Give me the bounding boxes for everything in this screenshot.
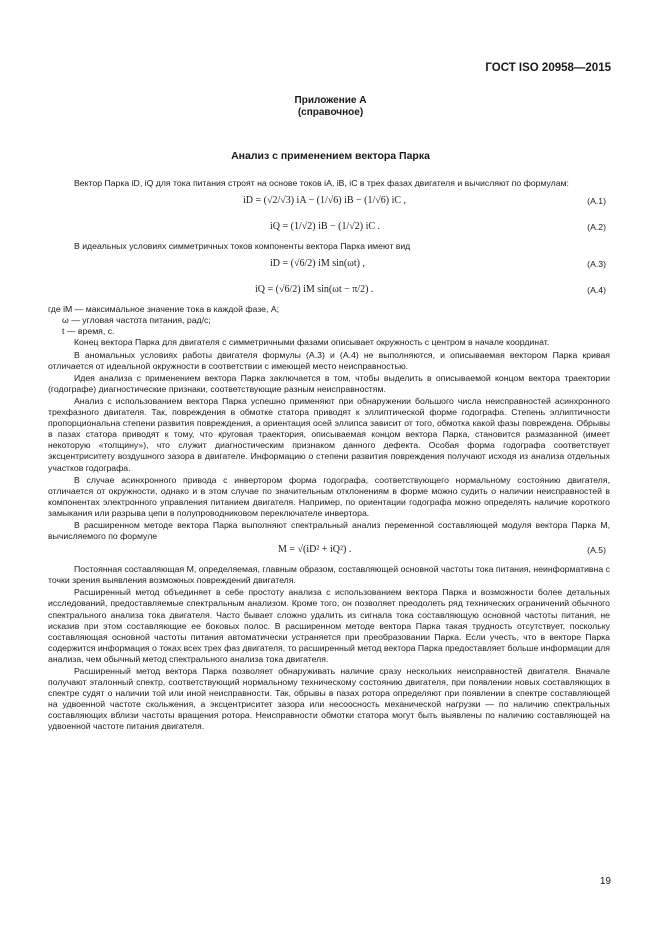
equation-a4-number: (А.4)	[587, 285, 606, 296]
equation-a5-number: (А.5)	[587, 545, 606, 556]
paragraph: В случае асинхронного привода с инвертором форма годографа, соответствующего нормальному состоянию двигателя, отличается от окружности, однако и в этом случае по значительным отклонениям в форме можно судить о наличии неисправностей в компонентах электронного управления питанием двигателя. Например, по ориентации годографа можно определять наличие короткого замыкания или разрыва цепи в полупроводниковом переключателе инвертора.	[48, 474, 610, 518]
equation-a1-formula: iD = (√2/√3) iA − (1/√6) iB − (1/√6) iC ,	[243, 195, 407, 207]
appendix-title: Приложение А	[294, 95, 367, 106]
equation-a2-number: (А.2)	[587, 222, 606, 233]
equation-a2-formula: iQ = (1/√2) iB − (1/√2) iC .	[270, 221, 381, 233]
paragraph: В аномальных условиях работы двигателя формулы (А.3) и (А.4) не выполняются, и описываемая вектором Парка кривая отличается от идеальной окружности в соответствии с имеющей место неисправностью.	[48, 349, 610, 371]
equation-a1-number: (А.1)	[587, 196, 606, 207]
paragraph: В расширенном методе вектора Парка выполняют спектральный анализ переменной составляющей модуля вектора Парка M, вычисляемого по формуле	[48, 519, 610, 542]
where-item: ω — угловая частота питания, рад/с;	[62, 315, 211, 326]
section-title: Анализ с применением вектора Парка	[231, 150, 430, 162]
paragraph: Расширенный метод объединяет в себе простоту анализа с использованием вектора Парка и возможности более детальных исследований, предоставляемые спектральным анализом. Кроме того, он позволяет преодолеть ряд технических ограничений обычного спектрального анализа тока двигателя. Часто бывает сложно удалить из сигнала тока составляющую основной частоты питания, не исказив при этом составляющие ее боковых полос. В расширенном методе вектора Парка такая трудность отсутствует, поскольку составляющая основной частоты питания автоматически устраняется при преобразовании Парка. Если учесть, что в векторе Парка содержится информация о токах всех трех фаз двигателя, то расширенный метод вектора Парка предоставляет больше информации для анализа, чем обычный метод спектрального анализа тока двигателя.	[48, 587, 610, 664]
equation-a3-formula: iD = (√6/2) iM sin(ωt) ,	[270, 258, 365, 270]
document-body	[48, 178, 610, 734]
paragraph: Идея анализа с применением вектора Парка заключается в том, чтобы выделить в описываемой концом вектора траектории (годографе) диагностические признаки, соответствующие разным неисправностям.	[48, 372, 610, 394]
paragraph: Постоянная составляющая M, определяемая, главным образом, составляющей основной частоты тока питания, неинформативна с точки зрения выявления возможных повреждений двигателя.	[48, 564, 610, 586]
equation-a3	[48, 252, 610, 278]
paragraph: Конец вектора Парка для двигателя с симметричными фазами описывает окружность с центром в начале координат.	[74, 337, 550, 348]
equation-a1	[48, 189, 610, 215]
appendix-heading	[0, 95, 661, 119]
equation-a4	[48, 278, 610, 304]
where-list	[48, 304, 610, 337]
equation-a2	[48, 215, 610, 241]
paragraph: Анализ с использованием вектора Парка успешно применяют при обнаружении большого числа неисправностей асинхронного трехфазного двигателя. Так, повреждения в обмотке статора приводят к эллиптической форме годографа. Степень эллиптичности пропорциональна степени развития повреждения, а ориентация осей эллипса зависит от того, обмотка какой фазы повреждена. Обрывы в пазах статора приводят к тому, что круговая траектория, описываемая концом вектора Парка, становится размазанной (имеет некоторую «толщину»), что служит диагностическим признаком данного дефекта. Особая форма годографа соответствует эксцентриситету воздушного зазора в двигателе. Информацию о степени развития повреждения получают исходя из анализа отдельных участков годографа.	[48, 395, 610, 473]
equation-a3-number: (А.3)	[587, 259, 606, 270]
where-item: t — время, с.	[62, 326, 115, 337]
appendix-note: (справочное)	[297, 107, 364, 118]
page-number: 19	[599, 876, 611, 887]
intro-paragraph: Вектор Парка iD, iQ для тока питания строят на основе токов iA, iB, iC в трех фазах двигателя и вычисляют по формулам:	[74, 178, 569, 188]
equation-a5-formula: M = √(iD² + iQ²) .	[278, 544, 352, 556]
equation-a4-formula: iQ = (√6/2) iM sin(ωt − π/2) .	[255, 284, 374, 296]
paragraph: Расширенный метод вектора Парка позволяет обнаруживать наличие сразу нескольких неисправностей двигателя. Вначале получают эталонный спектр, соответствующий нормальному техническому состоянию двигателя, при появлении новых составляющих в спектре судят о наличии той или иной неисправности. Так, обрывы в пазах ротора определяют при появлении в спектре составляющей на удвоенной частоте скольжения, а эксцентриситет зазора или несоосность механической нагрузки — по наличию спектральных составляющих вблизи частоты вращения ротора. Неисправности обмотки статора могут быть выявлены по наличию составляющей на удвоенной частоте питания двигателя.	[48, 666, 610, 732]
standard-header: ГОСТ ISO 20958—2015	[485, 62, 611, 74]
equation-a5	[48, 542, 610, 564]
where-item: где iM — максимальное значение тока в каждой фазе, А;	[48, 304, 280, 315]
ideal-conditions-paragraph: В идеальных условиях симметричных токов компоненты вектора Парка имеют вид	[74, 241, 411, 252]
